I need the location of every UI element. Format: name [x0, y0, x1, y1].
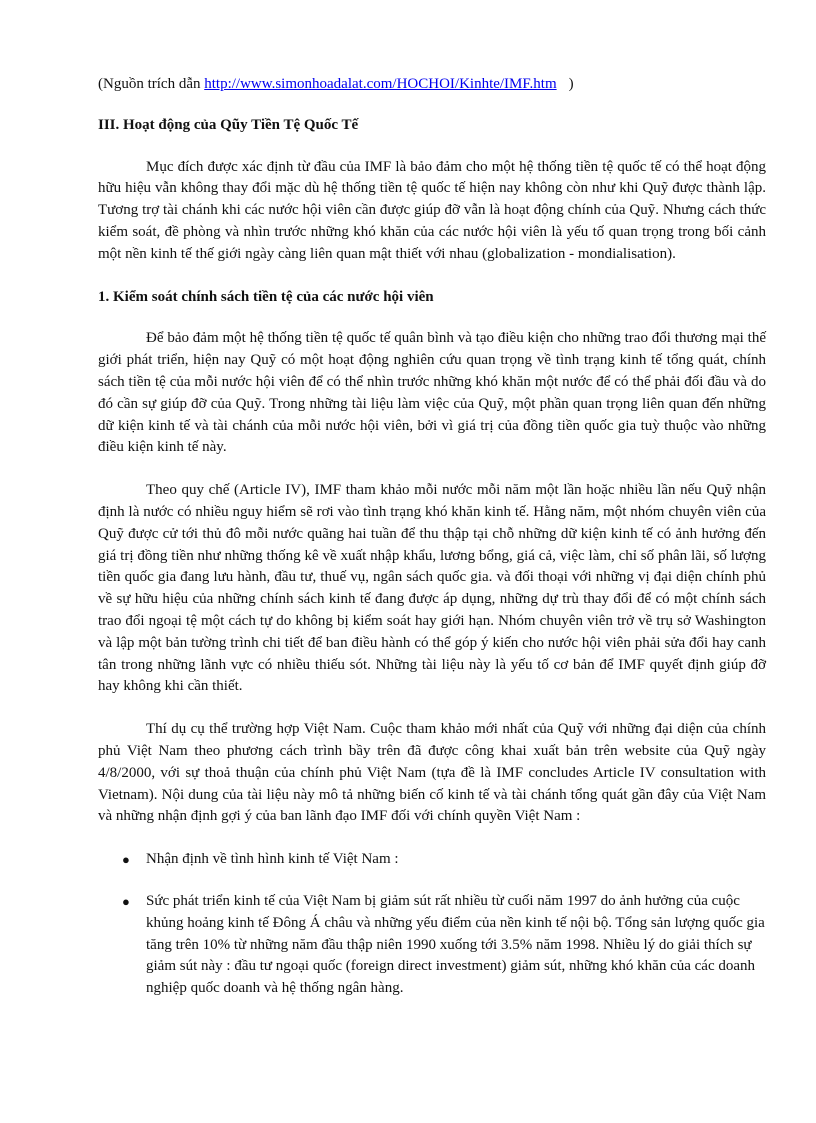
paragraph: Để bảo đảm một hệ thống tiền tệ quốc tế quân bình và tạo điều kiện cho những trao đổi thương mại thế giới phát triển, hiện nay Quỹ có một hoạt động nghiên cứu quan trọng về tình trạng kinh tế tổng quát, chính sách tiền tệ của mỗi nước hội viên để có thể nhìn trước những khó khăn một nước để có thể phải đối đầu và do đó cần sự giúp đỡ của Quỹ. Trong những tài liệu làm việc của Quỹ, một phần quan trọng liên quan đến những dữ kiện kinh tế và tài chánh của mỗi nước hội viên, bởi vì giá trị của đồng tiền quốc gia tuỳ thuộc vào những điều kiện kinh tế này. [98, 330, 766, 456]
section-heading: III. Hoạt động của Qũy Tiền Tệ Quốc Tế [98, 116, 359, 133]
list-item [98, 891, 766, 1000]
source-prefix: (Nguồn trích dẫn [98, 76, 205, 92]
list-item-text: Sức phát triển kinh tế của Việt Nam bị giảm sút rất nhiều từ cuối năm 1997 do ảnh hưởng của cuộc khủng hoảng kinh tế Đông Á châu và những yếu điểm của nền kinh tế nội bộ. Tổng sản lượng quốc gia tăng trên 10% từ những năm đầu thập niên 1990 xuống tới 3.5% năm 1998. Nhiều lý do giải thích sự giảm sút này : đầu tư ngoại quốc (foreign direct investment) giảm sút, những khó khăn của các doanh nghiệp quốc doanh và hệ thống ngân hàng. [146, 892, 765, 997]
source-citation [98, 74, 766, 96]
subsection-heading: 1. Kiểm soát chính sách tiền tệ của các nước hội viên [98, 288, 434, 305]
source-link[interactable]: http://www.simonhoadalat.com/HOCHOI/Kinhte/IMF.htm [204, 76, 557, 92]
list-item [98, 849, 766, 871]
paragraph: Thí dụ cụ thể trường hợp Việt Nam. Cuộc tham khảo mới nhất của Quỹ với những đại diện của chính phủ Việt Nam theo phương cách trình bầy trên đã được công khai xuất bản trên website của Quỹ ngày 4/8/2000, với sự thoả thuận của chính phủ Việt Nam (tựa đề là IMF concludes Article IV consultation with Vietnam). Nội dung của tài liệu này mô tả những biến cố kinh tế và tài chánh tổng quát gần đây của Việt Nam và những nhận định gợi ý của ban lãnh đạo IMF đối với chính quyền Việt Nam : [98, 721, 766, 825]
bullet-list [98, 849, 766, 1000]
paragraph: Theo quy chế (Article IV), IMF tham khảo mỗi nước mỗi năm một lần hoặc nhiều lần nếu Quỹ nhận định là nước có nhiều nguy hiểm sẽ rơi vào tình trạng khó khăn kinh tế. Hằng năm, một nhóm chuyên viên của Quỹ được cử tới thủ đô mỗi nước quãng hai tuần để thu thập tại chỗ những dữ kiện kinh tế có ảnh hưởng đến giá trị đồng tiền như những thống kê về xuất nhập khẩu, lương bổng, giá cả, việc làm, chỉ số phân lãi, số lượng tiền quốc gia đang lưu hành, đầu tư, thuế vụ, ngân sách quốc gia. và đối thoại với những vị đại diện chính phủ về sự hữu hiệu của những chính sách kinh tế đang được áp dụng, những dự trù thay đổi để có một chính sách trao đổi ngoại tệ một cách tự do không bị kiểm soát hay giới hạn. Nhóm chuyên viên trở về trụ sở Washington và lập một bản tường trình chi tiết để ban điều hành có thể góp ý kiến cho nước hội viên phải sửa đổi hay canh tân trong những lãnh vực có nhiều thiếu sót. Những tài liệu này là yếu tố cơ bản để IMF quyết định giúp đỡ hay không khi cần thiết. [98, 482, 766, 695]
list-item-text: Nhận định về tình hình kinh tế Việt Nam : [146, 851, 399, 868]
document-page [98, 74, 766, 1020]
bullet-dot-icon: ● [122, 893, 130, 909]
intro-paragraph: Mục đích được xác định từ đầu của IMF là bảo đảm cho một hệ thống tiền tệ quốc tế có thể hoạt động hữu hiệu vẫn không thay đổi mặc dù hệ thống tiền tệ quốc tế hiện nay không còn như khi Quỹ được thành lập. Tương trợ tài chánh khi các nước hội viên cần được giúp đỡ vẫn là hoạt động chính của Quỹ. Nhưng cách thức kiểm soát, đề phòng và nhìn trước những khó khăn của các nước hội viên là yếu tố quan trọng trong bối cảnh một nền kinh tế thế giới ngày càng liên quan mật thiết với nhau (globalization - mondialisation). [98, 158, 766, 262]
bullet-dot-icon: ● [122, 852, 130, 868]
source-suffix: ) [568, 76, 574, 92]
